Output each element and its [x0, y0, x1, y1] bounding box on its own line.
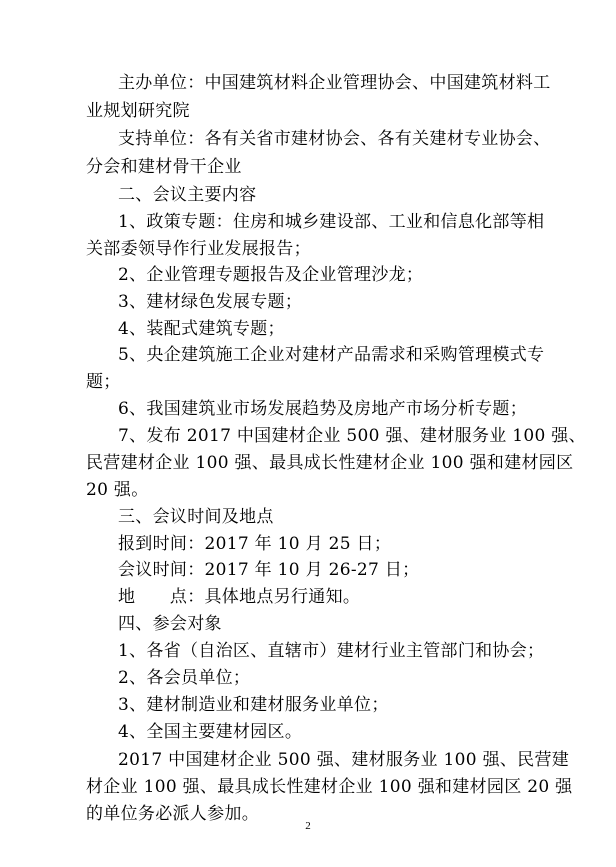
- text-line: 7、发布 2017 中国建材企业 500 强、建材服务业 100 强、: [118, 426, 586, 446]
- section-heading: 二、会议主要内容: [118, 185, 257, 205]
- text-line: 民营建材企业 100 强、最具成长性建材企业 100 强和建材园区: [86, 453, 574, 473]
- text-line: 2、企业管理专题报告及企业管理沙龙；: [118, 265, 424, 285]
- text-line: 业规划研究院: [86, 101, 190, 121]
- text-line: 主办单位：中国建筑材料企业管理协会、中国建筑材料工: [118, 73, 551, 93]
- text-line: 分会和建材骨干企业: [86, 157, 242, 177]
- text-line: 材企业 100 强、最具成长性建材企业 100 强和建材园区 20 强: [86, 777, 573, 797]
- text-line: 20 强。: [86, 480, 149, 500]
- section-heading: 三、会议时间及地点: [118, 507, 274, 527]
- text-line: 题；: [86, 372, 121, 392]
- text-line: 4、全国主要建材园区。: [118, 722, 303, 742]
- text-line: 3、建材制造业和建材服务业单位；: [118, 695, 389, 715]
- text-line: 5、央企建筑施工企业对建材产品需求和采购管理模式专: [118, 345, 545, 365]
- text-line: 3、建材绿色发展专题；: [118, 292, 303, 312]
- text-line: 的单位务必派人参加。: [86, 804, 259, 824]
- text-line: 报到时间：2017 年 10 月 25 日；: [118, 534, 392, 554]
- text-line: 1、各省（自治区、直辖市）建材行业主管部门和协会；: [118, 641, 545, 661]
- text-line: 支持单位：各有关省市建材协会、各有关建材专业协会、: [118, 129, 551, 149]
- text-line: 会议时间：2017 年 10 月 26-27 日；: [118, 560, 420, 580]
- text-line: 关部委领导作行业发展报告；: [86, 239, 311, 259]
- page-number: 2: [305, 820, 311, 832]
- text-line: 4、装配式建筑专题；: [118, 319, 285, 339]
- section-heading: 四、参会对象: [118, 614, 222, 634]
- text-line: 地 点：具体地点另行通知。: [118, 587, 361, 607]
- text-line: 2017 中国建材企业 500 强、建材服务业 100 强、民营建: [118, 750, 570, 770]
- text-line: 6、我国建筑业市场发展趋势及房地产市场分析专题；: [118, 399, 528, 419]
- text-line: 2、各会员单位；: [118, 668, 251, 688]
- text-line: 1、政策专题：住房和城乡建设部、工业和信息化部等相: [118, 212, 545, 232]
